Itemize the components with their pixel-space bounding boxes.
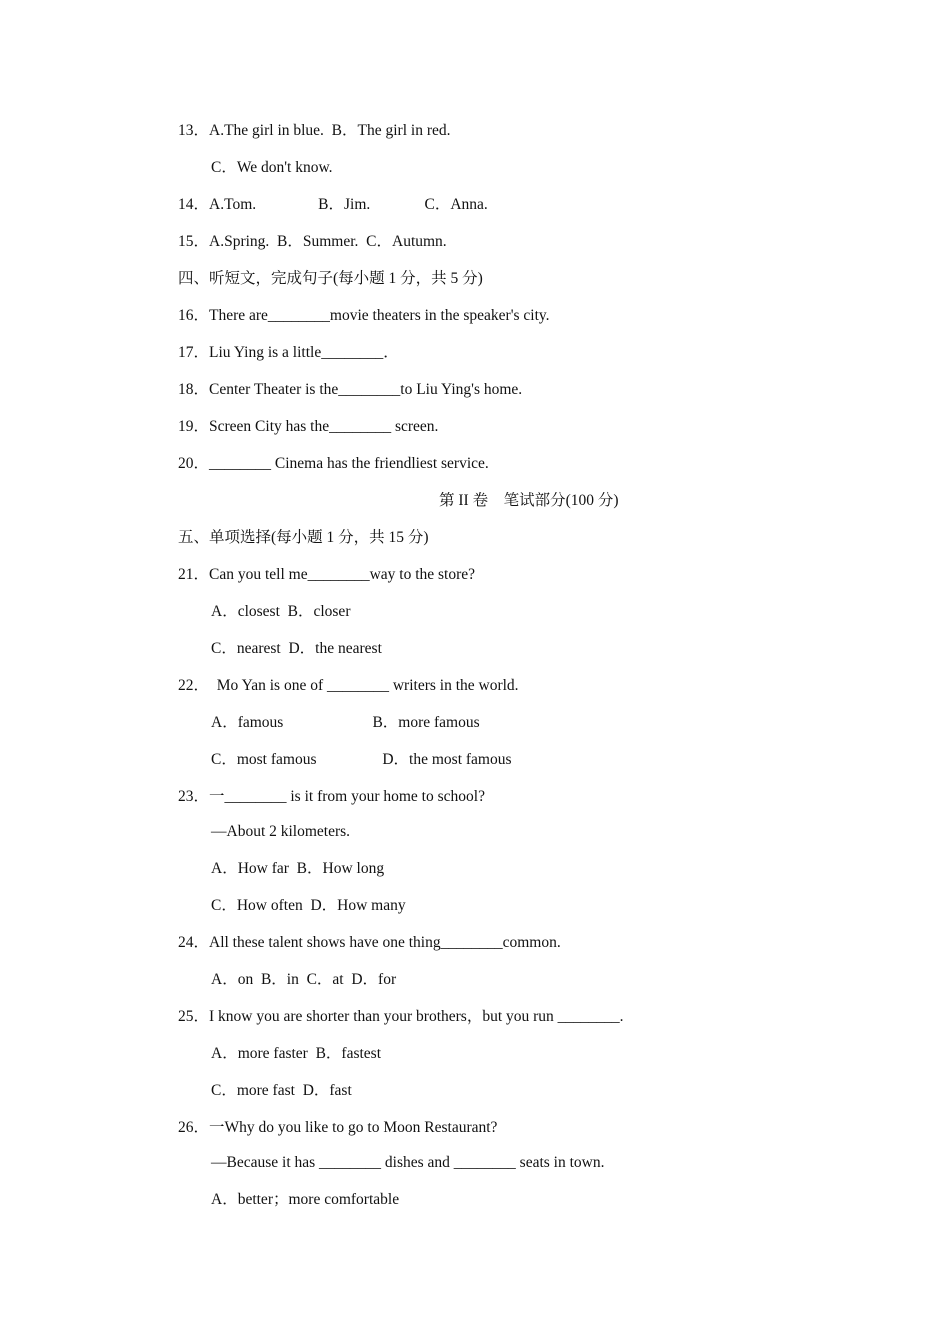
q25-line: 25．I know you are shorter than your brothers，but you run ________. [178,1008,624,1025]
q23-options-ab: A．How far B．How long [211,860,385,877]
q22-options-ab: A．famous B．more famous [211,714,480,731]
q14-line: 14．A.Tom. B．Jim. C．Anna. [178,196,488,213]
q25-options-ab: A．more faster B．fastest [211,1045,382,1062]
section-4-heading: 四、听短文，完成句子(每小题 1 分，共 5 分) [178,270,483,287]
q25-options-cd: C．more fast D．fast [211,1082,352,1099]
q18-line: 18．Center Theater is the________to Liu Ying's home. [178,381,523,398]
q20-line: 20．________ Cinema has the friendliest service. [178,455,489,472]
q23-line: 23．一________ is it from your home to school? [178,788,485,805]
q16-line: 16．There are________movie theaters in the speaker's city. [178,307,550,324]
q13-line: 13．A.The girl in blue. B．The girl in red. [178,122,451,139]
q17-line: 17．Liu Ying is a little________． [178,344,399,361]
q22-options-cd: C．most famous D．the most famous [211,751,512,768]
q26-option-a: A．better；more comfortable [211,1191,400,1208]
q21-options-cd: C．nearest D．the nearest [211,640,382,657]
q22-line: 22． Mo Yan is one of ________ writers in the world. [178,677,519,694]
q24-line: 24．All these talent shows have one thing________common. [178,934,561,951]
q26-answer-line: —Because it has ________ dishes and ________ seats in town. [211,1154,605,1171]
q23-options-cd: C．How often D．How many [211,897,406,914]
q23-answer-line: —About 2 kilometers. [211,823,351,840]
q13-option-c: C．We don't know. [211,159,333,176]
q15-line: 15．A.Spring. B．Summer. C．Autumn. [178,233,447,250]
q26-line: 26．一Why do you like to go to Moon Restaurant? [178,1119,498,1136]
q21-options-ab: A．closest B．closer [211,603,351,620]
part-2-title: 第 II 卷 笔试部分(100 分) [439,492,619,509]
q21-line: 21．Can you tell me________way to the store? [178,566,476,583]
q19-line: 19．Screen City has the________ screen. [178,418,439,435]
section-5-heading: 五、单项选择(每小题 1 分，共 15 分) [178,529,429,546]
q24-options: A．on B．in C．at D．for [211,971,397,988]
